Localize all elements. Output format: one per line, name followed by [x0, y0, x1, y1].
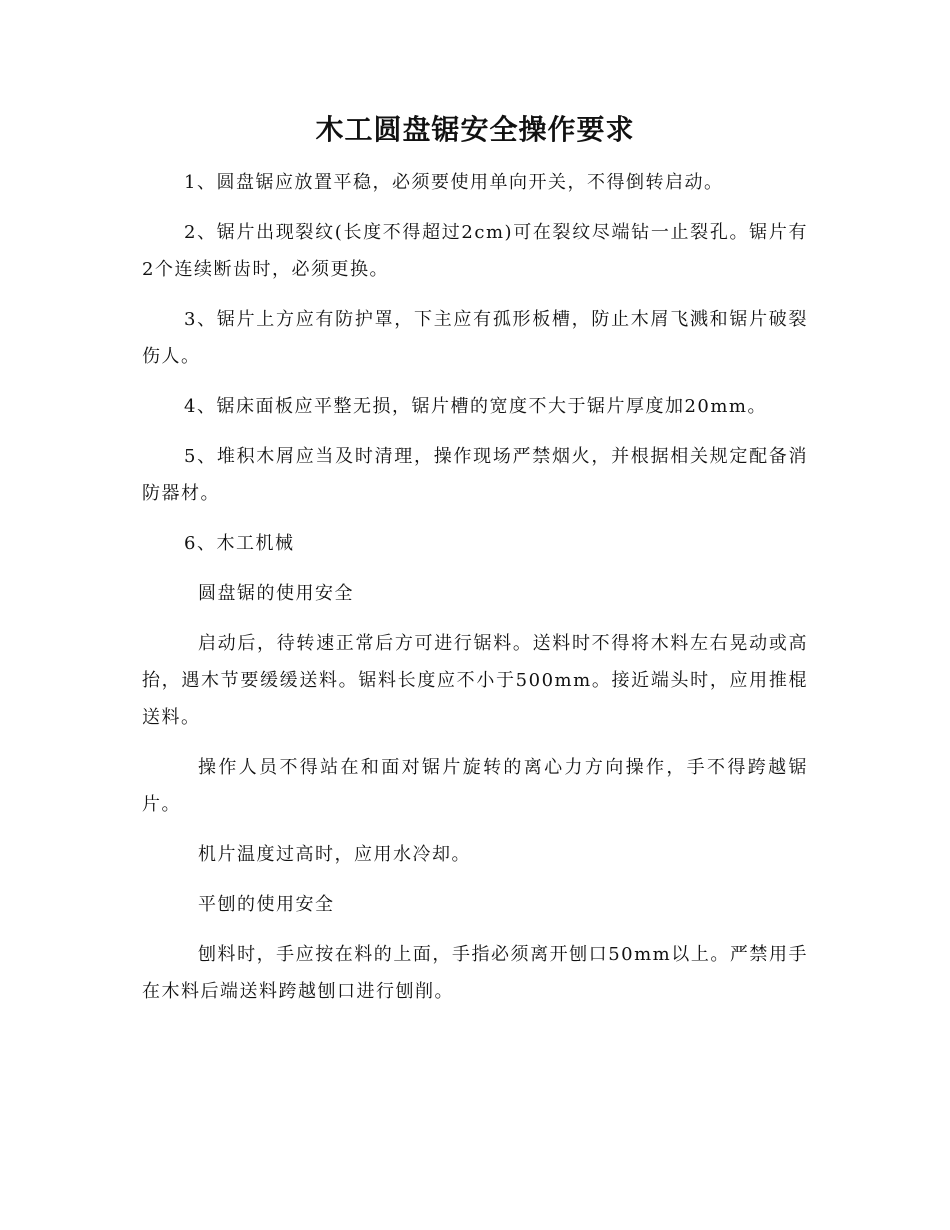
paragraph-item-5: 5、堆积木屑应当及时清理，操作现场严禁烟火，并根据相关规定配备消防器材。 [142, 446, 808, 504]
paragraph-item-4: 4、锯床面板应平整无损，锯片槽的宽度不大于锯片厚度加20mm。 [184, 396, 767, 417]
section-heading-planer: 平刨的使用安全 [198, 894, 335, 915]
section-heading-circular-saw: 圆盘锯的使用安全 [198, 583, 354, 604]
circular-saw-startup-paragraph: 启动后，待转速正常后方可进行锯料。送料时不得将木料左右晃动或高抬，遇木节要缓缓送料。锯料长度应不小于500mm。接近端头时，应用推棍送料。 [142, 633, 808, 728]
document-title: 木工圆盘锯安全操作要求 [315, 113, 635, 146]
paragraph-item-3: 3、锯片上方应有防护罩，下主应有孤形板槽，防止木屑飞溅和锯片破裂伤人。 [142, 309, 808, 367]
paragraph-item-1: 1、圆盘锯应放置平稳，必须要使用单向开关，不得倒转启动。 [184, 172, 724, 193]
paragraph-item-6: 6、木工机械 [184, 533, 295, 554]
operator-position-paragraph: 操作人员不得站在和面对锯片旋转的离心力方向操作，手不得跨越锯片。 [142, 757, 808, 815]
paragraph-item-2: 2、锯片出现裂纹(长度不得超过2cm)可在裂纹尽端钻一止裂孔。锯片有2个连续断齿时，必须更换。 [142, 222, 808, 280]
blade-cooling-paragraph: 机片温度过高时，应用水冷却。 [198, 844, 471, 865]
planer-operation-paragraph: 刨料时，手应按在料的上面，手指必须离开刨口50mm以上。严禁用手在木料后端送料跨越刨口进行刨削。 [142, 944, 808, 1002]
